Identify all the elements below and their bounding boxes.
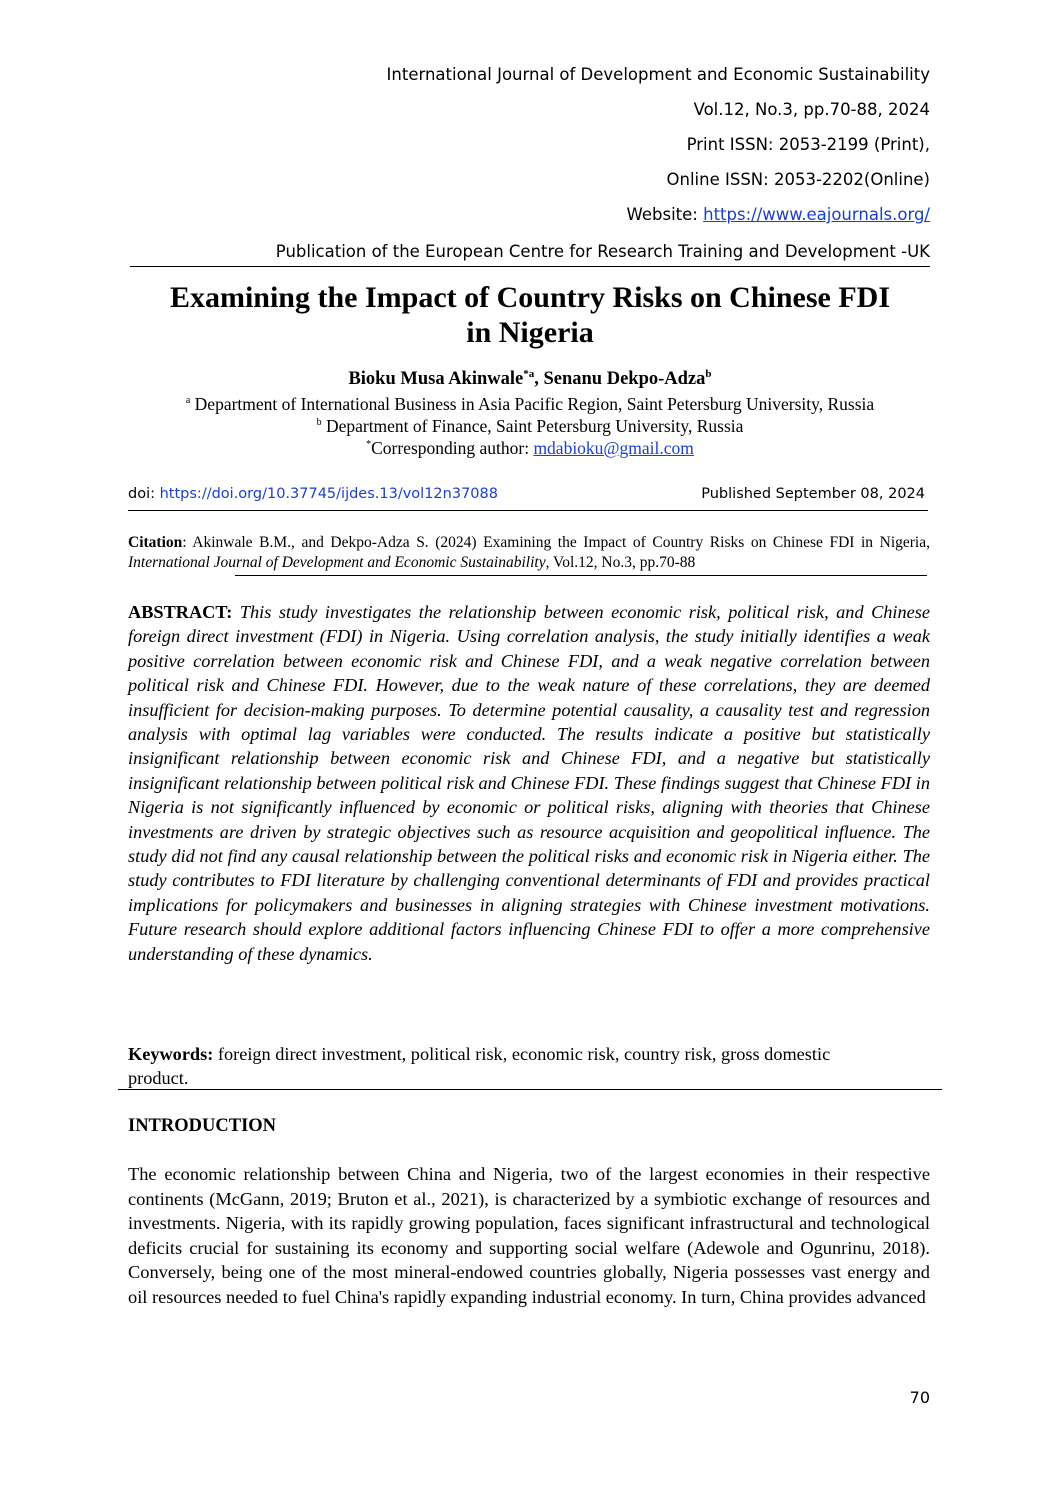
abstract (128, 600, 930, 966)
citation-divider (235, 575, 927, 576)
website-link[interactable]: https://www.eajournals.org/ (703, 205, 930, 224)
author-list (100, 368, 960, 390)
affiliation-b (100, 416, 960, 437)
abstract-label: ABSTRACT: (128, 602, 233, 622)
corresponding-marker: * (366, 439, 372, 451)
affiliation-b-text: Department of Finance, Saint Petersburg University, Russia (321, 416, 744, 436)
author-separator: , (534, 369, 544, 390)
citation-text-2: , Vol.12, No.3, pp.70-88 (545, 554, 696, 571)
introduction-text: The economic relationship between China and Nigeria, two of the largest economies in their respective continents (McGann, 2019; Bruton et al., 2021), is characterized by a symbiotic exchange of resources and investments. Nigeria, with its rapidly growing population, faces significant infrastructural and technological deficits crucial for sustaining its economy and supporting social welfare (Adewole and Ogunrinu, 2018). Conversely, being one of the most mineral-endowed countries globally, Nigeria possesses vast energy and oil resources needed to fuel China's rapidly expanding industrial economy. In turn, China provides advanced (128, 1164, 930, 1307)
citation-text-1: : Akinwale B.M., and Dekpo-Adza S. (2024) Examining the Impact of Country Risks on Chinese FDI in Nigeria, (182, 534, 930, 551)
author-2-marker: b (705, 368, 712, 380)
doi-link[interactable]: https://doi.org/10.37745/ijdes.13/vol12n37088 (159, 486, 498, 502)
doi-row (128, 486, 928, 511)
published-date: Published September 08, 2024 (701, 486, 925, 502)
journal-name: International Journal of Development and Economic Sustainability (386, 65, 930, 84)
publisher-line: Publication of the European Centre for Research Training and Development -UK (130, 240, 930, 267)
doi (128, 486, 498, 502)
journal-header (387, 61, 930, 236)
affiliation-a-text: Department of International Business in Asia Pacific Region, Saint Petersburg University, Russia (190, 394, 875, 414)
author-2: Senanu Dekpo-Adza (543, 369, 706, 390)
keywords (128, 1042, 868, 1090)
corresponding-label: Corresponding author: (371, 438, 534, 458)
introduction-heading: INTRODUCTION (128, 1116, 277, 1136)
abstract-text: This study investigates the relationship between economic risk, political risk, and Chinese foreign direct investment (FDI) in Nigeria. Using correlation analysis, the study initially identifies a weak positive correlation between economic risk and Chinese FDI, and a weak negative correlation between political risk and Chinese FDI. However, due to the weak nature of these correlations, they are deemed insufficient for decision-making purposes. To determine potential causality, a causality test and regression analysis with optimal lag variables were conducted. The results indicate a positive but statistically insignificant relationship between economic risk and Chinese FDI, and a negative but statistically insignificant relationship between political risk and Chinese FDI. These findings suggest that Chinese FDI in Nigeria is not significantly influenced by economic or political risks, aligning with theories that Chinese investments are driven by strategic objectives such as resource acquisition and geopolitical influence. The study did not find any causal relationship between the political risks and economic risk in Nigeria either. The study contributes to FDI literature by challenging conventional determinants of FDI and provides practical implications for policymakers and businesses in aligning strategies with Chinese investment motivations. Future research should explore additional factors influencing Chinese FDI to offer a more comprehensive understanding of these dynamics. (128, 602, 930, 964)
corresponding-author (100, 438, 960, 459)
affiliation-a-marker: a (185, 395, 191, 407)
keywords-divider (118, 1089, 942, 1090)
volume-info: Vol.12, No.3, pp.70-88, 2024 (693, 100, 930, 119)
print-issn: Print ISSN: 2053-2199 (Print), (686, 135, 930, 154)
affiliation-a (100, 394, 960, 415)
title-line-2: in Nigeria (466, 316, 594, 349)
doi-label: doi: (128, 486, 160, 502)
online-issn: Online ISSN: 2053-2202(Online) (666, 170, 930, 189)
title-line-1: Examining the Impact of Country Risks on Chinese FDI (169, 281, 891, 314)
citation (128, 533, 930, 573)
author-1: Bioku Musa Akinwale (348, 369, 524, 390)
article-title (100, 280, 960, 350)
website-line (387, 201, 930, 236)
affiliation-b-marker: b (316, 417, 322, 429)
website-label: Website: (626, 205, 704, 224)
citation-label: Citation (128, 534, 183, 551)
citation-journal: International Journal of Development and Economic Sustainability (128, 554, 546, 571)
page-number: 70 (909, 1388, 930, 1407)
author-1-marker: *a (523, 368, 535, 380)
keywords-text: foreign direct investment, political risk, economic risk, country risk, gross domestic product. (128, 1044, 831, 1088)
corresponding-email-link[interactable]: mdabioku@gmail.com (533, 438, 694, 458)
keywords-label: Keywords: (128, 1044, 214, 1064)
